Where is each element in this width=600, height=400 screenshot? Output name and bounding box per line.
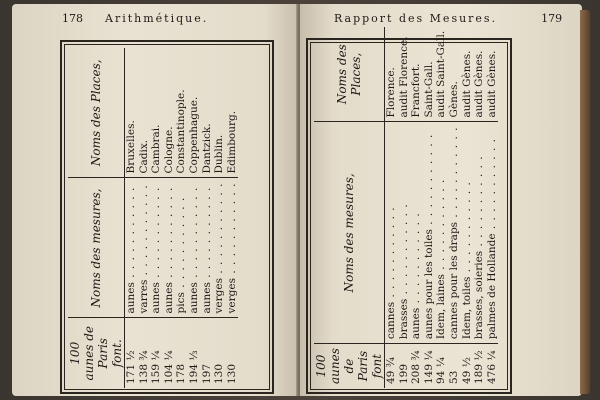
cell-paris-value: 178 (175, 318, 188, 388)
cell-paris-value: 130 (213, 318, 226, 388)
table-row (150, 48, 163, 388)
cell-paris-value: 189 ½ (473, 344, 486, 388)
right-header-places: Noms des Places, (314, 27, 385, 122)
cell-measure-name: brasses, soieries . . . (473, 122, 486, 344)
cell-place-name: Gènes. (447, 81, 460, 118)
right-running-title: Rapport des Mesures. (334, 12, 498, 25)
cell-place-name: audit Gènes. (485, 50, 498, 118)
cell-place-name: Florence. (385, 67, 397, 118)
right-measures-table (306, 30, 512, 394)
cell-place-name: audit Gènes. (473, 50, 486, 118)
cell-measure-name: cannes . . . (385, 122, 398, 344)
cell-place-name: audit Gènes. (460, 50, 473, 118)
table-row (213, 48, 226, 388)
cell-measure-name: aunes . . . (201, 178, 214, 318)
table-row (163, 48, 176, 388)
left-header-places: Noms des Places, (68, 48, 125, 178)
table-row (125, 48, 138, 388)
cell-paris-value: 476 ¼ (486, 344, 499, 388)
cell-paris-value: 208 ¾ (410, 344, 423, 388)
cell-measure-name: aunes . . . (188, 178, 201, 318)
cell-paris-value: 49 ½ (461, 344, 474, 388)
cell-place-name: Dantzick. (200, 123, 213, 174)
cell-place-name: Coppenhague. (187, 96, 200, 174)
cell-paris-value: 171 ½ (125, 318, 138, 388)
cell-paris-value: 130 (226, 318, 239, 388)
table-row (435, 27, 448, 388)
cell-measure-name: varres . . . (138, 178, 151, 318)
cell-paris-value: 94 ¼ (435, 344, 448, 388)
table-row (226, 48, 239, 388)
cell-place-name: audit Saint-Gall. (435, 30, 448, 118)
cell-paris-value: 194 ⅓ (188, 318, 201, 388)
cell-place-name: Saint-Gall. (422, 61, 435, 118)
cell-place-name: Edimbourg. (225, 110, 238, 174)
cell-paris-value: 149 ¼ (423, 344, 436, 388)
table-row (410, 27, 423, 388)
cell-paris-value: 138 ¾ (138, 318, 151, 388)
cell-measure-name: aunes . . . (163, 178, 176, 318)
cell-paris-value: 104 ¼ (163, 318, 176, 388)
cell-paris-value: 159 ¼ (150, 318, 163, 388)
cell-place-name: Francfort. (410, 63, 423, 118)
cell-measure-name: pics . . . (175, 178, 188, 318)
table-row (138, 48, 151, 388)
left-measures-table (60, 40, 274, 394)
cell-measure-name: brasses . . . (398, 122, 411, 344)
right-running-head (334, 12, 562, 25)
table-row (175, 48, 188, 388)
right-page-number: 179 (541, 12, 563, 25)
table-row (201, 48, 214, 388)
right-header-mesures: Noms des mesures, (314, 122, 385, 344)
table-row (423, 27, 436, 388)
table-row (385, 27, 398, 388)
table-row (486, 27, 499, 388)
cell-measure-name: Idem, toiles . . . (461, 122, 474, 344)
cell-measure-name: aunes pour les toiles . . . (423, 122, 436, 344)
left-page-number: 178 (62, 12, 83, 25)
book-cover-edge (580, 10, 590, 394)
left-header-mesures: Noms des mesures, (68, 178, 125, 318)
left-running-title: Arithmétique. (105, 12, 209, 25)
cell-place-name: Cadix. (137, 139, 150, 174)
cell-place-name: Bruxelles. (125, 120, 137, 174)
cell-measure-name: cannes pour les draps . . . (448, 122, 461, 344)
table-row (448, 27, 461, 388)
right-table-grid (314, 27, 498, 388)
cell-measure-name: aunes . . . (410, 122, 423, 344)
left-table-grid (68, 48, 238, 388)
cell-measure-name: palmes de Hollande . . . (486, 122, 499, 344)
table-row (188, 48, 201, 388)
cell-place-name: Cambrai. (150, 124, 163, 174)
table-row (398, 27, 411, 388)
right-header-paris: 100 aunes de Paris font (314, 344, 385, 388)
table-row (473, 27, 486, 388)
cell-place-name: audit Florence. (397, 36, 410, 118)
table-row (461, 27, 474, 388)
cell-measure-name: Idem, laines . . . (435, 122, 448, 344)
cell-paris-value: 53 (448, 344, 461, 388)
left-running-head (62, 12, 208, 25)
cell-measure-name: aunes . . . (150, 178, 163, 318)
cell-paris-value: 199 (398, 344, 411, 388)
cell-place-name: Constantinople. (175, 89, 188, 174)
left-header-paris: 100 aunes de Paris font. (68, 318, 125, 388)
cell-measure-name: verges . . . (226, 178, 239, 318)
cell-measure-name: verges . . . (213, 178, 226, 318)
cell-place-name: Cologne. (162, 126, 175, 174)
cell-measure-name: aunes . . . (125, 178, 138, 318)
cell-place-name: Dublin. (213, 134, 226, 174)
cell-paris-value: 49 ¾ (385, 344, 398, 388)
cell-paris-value: 197 (201, 318, 214, 388)
